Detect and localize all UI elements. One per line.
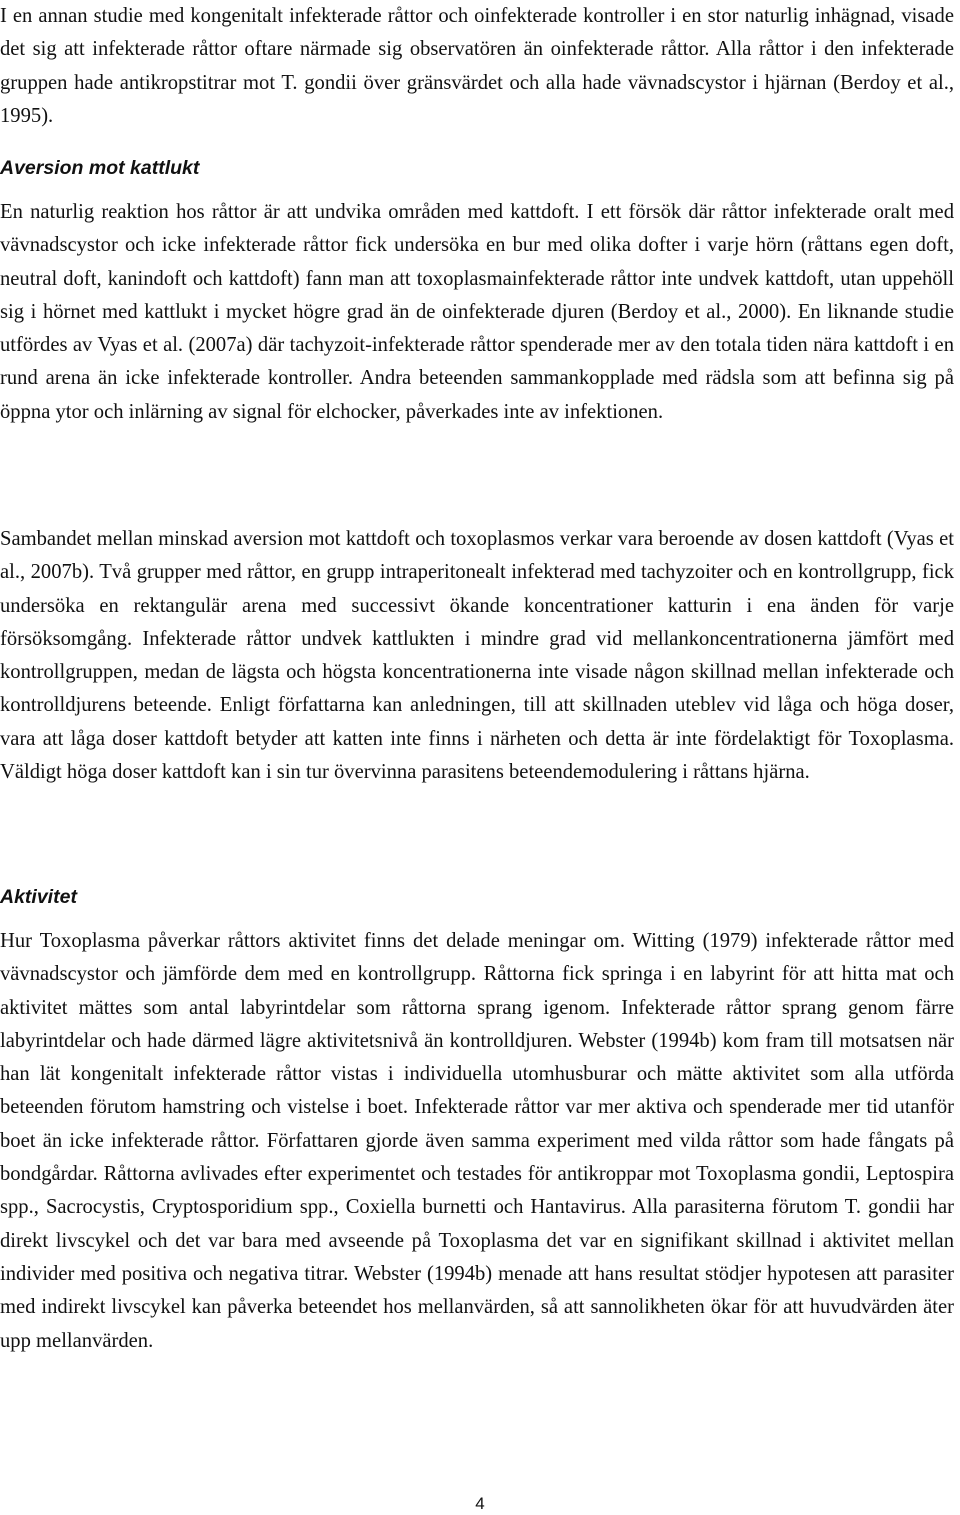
body-paragraph-dose: Sambandet mellan minskad aversion mot kattdoft och toxoplasmos verkar vara beroende av dosen kattdoft (Vyas et al., 2007b). Två grupper med råttor, en grupp intraperitonealt infekterad med tachyzoiter och en kontrollgrupp, fick undersöka en rektangulär arena med successivt ökande koncentrationer katturin i ena änden för varje försöksomgång. Infekterade råttor undvek kattlukten i mindre grad vid mellankoncentrationerna jämfört med kontrollgruppen, medan de lägsta och högsta koncentrationerna inte visade någon skillnad mellan infekterade och kontrolldjurens beteende. Enligt författarna kan anledningen, till att skillnaden uteblev vid låga och höga doser, vara att låga doser kattdoft betyder att katten inte finns i närheten och detta är inte fördelaktigt för Toxoplasma. Väldigt höga doser kattdoft kan i sin tur övervinna parasitens beteendemodulering i råttans hjärna. xyxy=(0,528,954,784)
body-paragraph-aversion: En naturlig reaktion hos råttor är att undvika områden med kattdoft. I ett försök där råttor infekterade oralt med vävnadscystor och icke infekterade råttor fick undersöka en bur med olika dofter i varje hörn (råttans egen doft, neutral doft, kanindoft och kattdoft) fann man att toxoplasmainfekterade råttor inte undvek kattdoft, utan uppehöll sig i hörnet med kattlukt i mycket högre grad än de oinfekterade djuren (Berdoy et al., 2000). En liknande studie utfördes av Vyas et al. (2007a) där tachyzoit-infekterade råttor spenderade mer av den totala tiden nära kattdoft i en rund arena än icke infekterade kontroller. Andra beteenden sammankopplade med rädsla som att befinna sig på öppna ytor och inlärning av signal för elchocker, påverkades inte av infektionen. xyxy=(0,201,954,423)
body-paragraph-aktivitet: Hur Toxoplasma påverkar råttors aktivitet finns det delade meningar om. Witting (1979) infekterade råttor med vävnadscystor och jämförde dem med en kontrollgrupp. Råttorna fick springa i en labyrint för att hitta mat och aktivitet mättes som antal labyrintdelar som råttorna sprang igenom. Infekterade råttor sprang genom färre labyrintdelar och hade därmed lägre aktivitetsnivå än kontrolldjuren. Webster (1994b) kom fram till motsatsen när han lät kongenitalt infekterade råttor vistas i individuella utomhusburar och mätte aktivitet som alla utförda beteenden förutom hamstring och vistelse i boet. Infekterade råttor var mer aktiva och spenderade mer tid utanför boet än icke infekterade råttor. Författaren gjorde även samma experiment med vilda råttor som hade fångats på bondgårdar. Råttorna avlivades efter experimentet och testades för antikroppar mot Toxoplasma gondii, Leptospira spp., Sacrocystis, Cryptosporidium spp., Coxiella burnetti och Hantavirus. Alla parasiterna förutom T. gondii har direkt livscykel och det var bara med avseende på Toxoplasma det var en signifikant skillnad i aktivitet mellan individer med positiva och negativa titrar. Webster (1994b) menade att hans resultat stödjer hypotesen att parasiter med indirekt livscykel kan påverka beteendet hos mellanvärden, så att sannolikheten ökar för att huvudvärden äter upp mellanvärden. xyxy=(0,930,954,1352)
section-heading-aversion: Aversion mot kattlukt xyxy=(0,157,200,179)
section-heading-aktivitet: Aktivitet xyxy=(0,886,77,908)
page-number: 4 xyxy=(475,1494,485,1513)
body-paragraph-intro: I en annan studie med kongenitalt infekterade råttor och oinfekterade kontroller i en stor naturlig inhägnad, visade det sig att infekterade råttor oftare närmade sig observatören än oinfekterade råttor. Alla råttor i den infekterade gruppen hade antikropstitrar mot T. gondii över gränsvärdet och alla hade vävnadscystor i hjärnan (Berdoy et al., 1995). xyxy=(0,5,954,127)
